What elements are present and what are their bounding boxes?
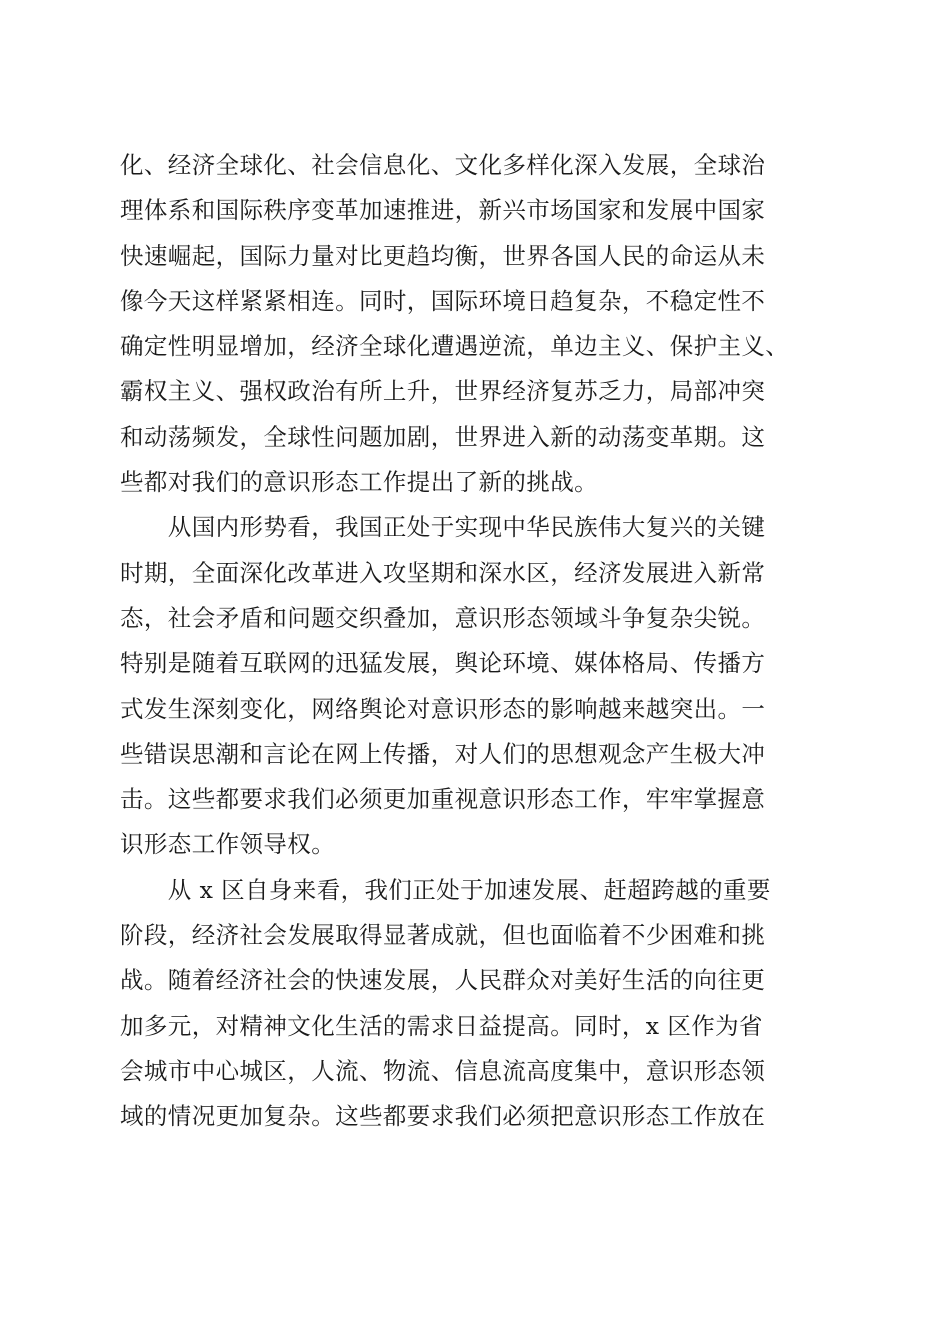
paragraph-start-line: 从国内形势看，我国正处于实现中华民族伟大复兴的关键 xyxy=(120,513,766,542)
text-line: 识形态工作领导权。 xyxy=(120,830,336,859)
text-line: 快速崛起，国际力量对比更趋均衡，世界各国人民的命运从未 xyxy=(120,241,766,270)
text-line: 式发生深刻变化，网络舆论对意识形态的影响越来越突出。一 xyxy=(120,694,766,723)
text-line: 会城市中心城区，人流、物流、信息流高度集中，意识形态领 xyxy=(120,1056,766,1085)
paragraph-start-line: 从 x 区自身来看，我们正处于加速发展、赶超跨越的重要 xyxy=(120,875,771,904)
text-line: 态，社会矛盾和问题交织叠加，意识形态领域斗争复杂尖锐。 xyxy=(120,603,766,632)
text-line: 化、经济全球化、社会信息化、文化多样化深入发展，全球治 xyxy=(120,151,766,179)
text-line: 些都对我们的意识形态工作提出了新的挑战。 xyxy=(120,468,598,497)
text-line: 确定性明显增加，经济全球化遭遇逆流，单边主义、保护主义、 xyxy=(120,332,790,361)
document-body xyxy=(120,143,830,1140)
text-line: 特别是随着互联网的迅猛发展，舆论环境、媒体格局、传播方 xyxy=(120,649,766,678)
text-line: 加多元，对精神文化生活的需求日益提高。同时，x 区作为省 xyxy=(120,1011,763,1040)
text-line: 像今天这样紧紧相连。同时，国际环境日趋复杂，不稳定性不 xyxy=(120,286,766,315)
text-line: 霸权主义、强权政治有所上升，世界经济复苏乏力，局部冲突 xyxy=(120,377,766,406)
text-line: 阶段，经济社会发展取得显著成就，但也面临着不少困难和挑 xyxy=(120,921,766,950)
text-line: 些错误思潮和言论在网上传播，对人们的思想观念产生极大冲 xyxy=(120,739,766,768)
text-line: 时期，全面深化改革进入攻坚期和深水区，经济发展进入新常 xyxy=(120,558,766,587)
text-line: 击。这些都要求我们必须更加重视意识形态工作，牢牢掌握意 xyxy=(120,785,766,814)
text-line: 和动荡频发，全球性问题加剧，世界进入新的动荡变革期。这 xyxy=(120,422,766,451)
text-line: 理体系和国际秩序变革加速推进，新兴市场国家和发展中国家 xyxy=(120,196,766,225)
text-line: 战。随着经济社会的快速发展，人民群众对美好生活的向往更 xyxy=(120,966,766,995)
text-line: 域的情况更加复杂。这些都要求我们必须把意识形态工作放在 xyxy=(120,1102,766,1131)
